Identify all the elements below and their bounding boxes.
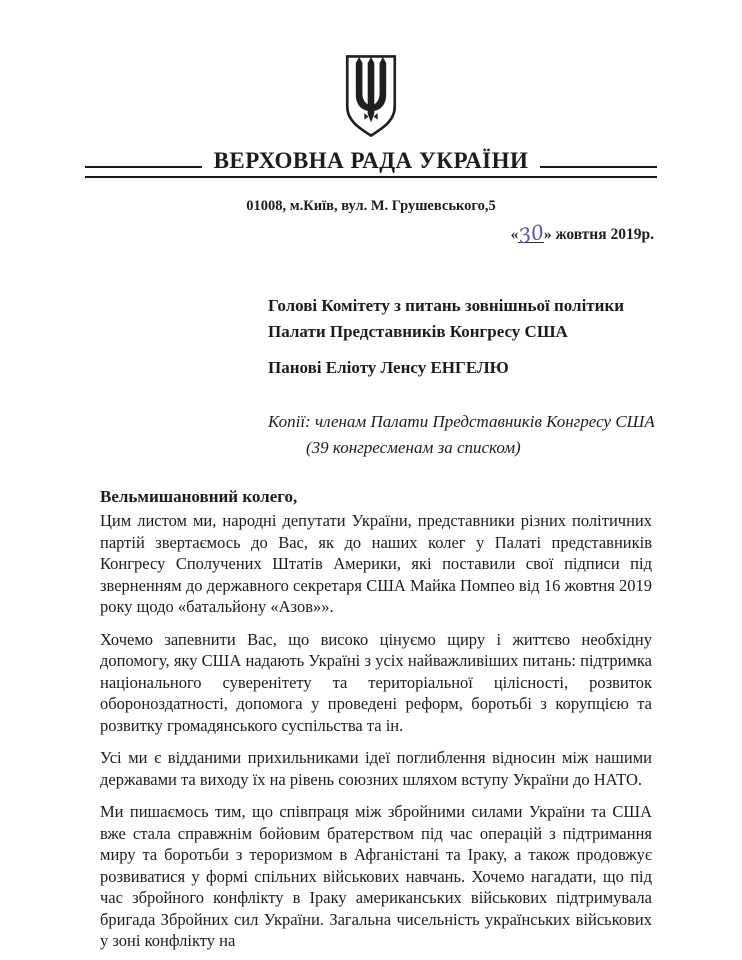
rule-right [540, 166, 657, 168]
paragraph-1: Цим листом ми, народні депутати України, представники різних політичних партій звертаємось до Вас, як до наших колег у Палаті представників Конгресу Сполучених Штатів Америки, які поставили свої підписи під зверненням до державного секретаря США Майка Помпео від 16 жовтня 2019 року щодо «батальйону «Азов»». [100, 511, 652, 616]
date-open-quote: « [510, 226, 519, 243]
recipient-line-1: Голові Комітету з питань зовнішньої політики [268, 296, 625, 315]
org-title: ВЕРХОВНА РАДА УКРАЇНИ [213, 148, 529, 173]
copies-block [268, 409, 742, 461]
rule-full-width [85, 176, 657, 178]
letterhead-title-block [85, 148, 657, 178]
recipient-block [268, 293, 742, 381]
emblem-wrap [0, 52, 742, 144]
ukraine-trident-coat-of-arms-icon [338, 52, 404, 140]
date-day-blank [516, 219, 547, 249]
salutation: Вельмишановний колего, [100, 487, 298, 506]
paragraph-4: Ми пишаємось тим, що співпраця між збройними силами України та США вже стала справжнім бойовим братерством під час операцій з підтримання миру та боротьби з тероризмом в Афганістані та Іраку, а також продовжує розвиватися у формі спільних військових навчань. Хочемо нагадати, що під час збройного конфлікту в Іраку американських військових підтримувала бригада Збройних сил України. Загальна чисельність українських військових у зоні конфлікту на [100, 802, 652, 950]
letter-body [100, 510, 652, 952]
org-address: 01008, м.Київ, вул. М. Грушевського,5 [246, 198, 496, 214]
date-rest: » жовтня 2019р. [543, 226, 654, 243]
rule-left [85, 166, 202, 168]
recipient-name: Панові Еліоту Ленсу ЕНГЕЛЮ [268, 358, 509, 377]
copies-line-2: (39 конгресменам за списком) [306, 438, 521, 457]
date-line [0, 219, 654, 251]
paragraph-3: Усі ми є відданими прихильниками ідеї поглиблення відносин між нашими державами та виходу їх на рівень союзних шляхом вступу України до НАТО. [100, 748, 652, 789]
recipient-line-2: Палати Представників Конгресу США [268, 322, 568, 341]
handwritten-day: 30 [516, 219, 547, 249]
copies-line-1: Копії: членам Палати Представників Конгресу США [268, 412, 655, 431]
paragraph-2: Хочемо запевнити Вас, що високо цінуємо щиру і життєво необхідну допомогу, яку США надають Україні з усіх найважливіших питань: підтримка національного суверенітету та територіальної цілісності, розвиток обороноздатності, допомога у проведені реформ, боротьбі з корупцією та розвитку громадянського суспільства та ін. [100, 629, 652, 735]
